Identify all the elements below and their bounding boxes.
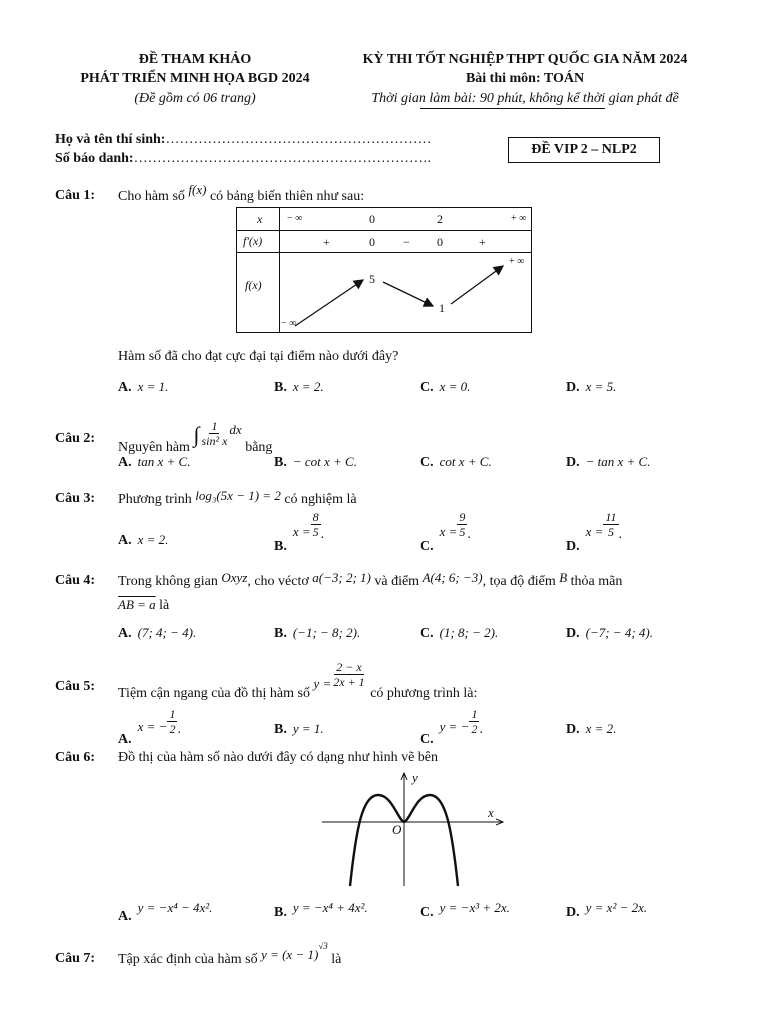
question-6-label: Câu 6: bbox=[55, 750, 96, 765]
increasing-arrow-icon bbox=[451, 266, 503, 304]
answer-letter: D. bbox=[566, 905, 580, 920]
answer-fraction: $\frac{8}{5}$ bbox=[312, 510, 319, 539]
integral-sign-icon: ∫ bbox=[193, 422, 200, 447]
q1-text-after: có bảng biến thiên như sau: bbox=[209, 189, 365, 204]
function-graph bbox=[318, 770, 508, 888]
answer-letter: A. bbox=[118, 533, 132, 548]
table-x-value: 0 bbox=[369, 212, 375, 226]
q4-answer-d[interactable] bbox=[566, 625, 653, 642]
answer-fraction: $\frac{9}{5}$ bbox=[459, 510, 466, 539]
exam-title: KỲ THI TỐT NGHIỆP THPT QUỐC GIA NĂM 2024 bbox=[362, 52, 688, 67]
answer-letter: B. bbox=[274, 905, 287, 920]
table-x-value: + ∞ bbox=[511, 213, 527, 224]
exam-source-subtitle: PHÁT TRIỂN MINH HỌA BGD 2024 bbox=[80, 71, 310, 86]
q1-answer-b[interactable] bbox=[274, 379, 324, 396]
question-7-stem: Tập xác định của hàm số $y = (x - 1)^{√3}$ là bbox=[118, 941, 342, 967]
answer-prefix: y = − bbox=[439, 718, 470, 734]
answer-value: − cot x + C. bbox=[292, 454, 357, 469]
question-1-label: Câu 1: bbox=[55, 188, 96, 203]
q2-answer-a[interactable] bbox=[118, 454, 190, 471]
table-f-value: − ∞ bbox=[281, 318, 297, 329]
q5-func-prefix: y = bbox=[313, 675, 332, 691]
answer-letter: A. bbox=[118, 380, 132, 395]
answer-value: x = 2. bbox=[292, 379, 324, 394]
q2-text-before: Nguyên hàm bbox=[118, 440, 190, 455]
question-5-label: Câu 5: bbox=[55, 679, 96, 694]
table-sign: 0 bbox=[369, 235, 375, 249]
exam-source-title: ĐỀ THAM KHẢO bbox=[138, 52, 252, 67]
answer-letter: D. bbox=[566, 626, 580, 641]
student-id-label: Số báo danh: bbox=[55, 151, 134, 166]
answer-letter: B. bbox=[274, 455, 287, 470]
answer-letter: D. bbox=[566, 538, 580, 554]
student-name-label: Họ và tên thí sinh: bbox=[55, 132, 166, 147]
graph-x-label: x bbox=[488, 805, 494, 820]
variation-table bbox=[236, 207, 532, 333]
q3-equation: log₃(5x − 1) = 2 bbox=[195, 488, 281, 503]
answer-value: (−7; − 4; 4). bbox=[585, 625, 653, 640]
q7-func: y = (x − 1) bbox=[261, 947, 319, 962]
q1-text-before: Cho hàm số bbox=[118, 189, 185, 204]
q5-answer-d[interactable] bbox=[566, 721, 616, 738]
q2-dx: dx bbox=[229, 422, 242, 437]
q3-answer-a[interactable] bbox=[118, 532, 168, 549]
q2-integrand: $\frac{1}{\text{sin² x}}$ bbox=[201, 419, 228, 449]
answer-prefix: x = − bbox=[137, 718, 168, 734]
answer-value: tan x + C. bbox=[137, 454, 191, 469]
question-4-label: Câu 4: bbox=[55, 573, 96, 588]
answer-fraction: $\frac{1}{2}$ bbox=[471, 707, 478, 736]
q3-text-after: có nghiệm là bbox=[284, 492, 357, 507]
answer-letter: B. bbox=[274, 538, 287, 554]
question-4-stem-line2: AB = a là bbox=[118, 597, 170, 613]
answer-prefix: x = bbox=[585, 523, 604, 539]
answer-letter: B. bbox=[274, 626, 287, 641]
q5-answer-b[interactable] bbox=[274, 721, 324, 738]
answer-value: y = −x⁴ + 4x². bbox=[292, 900, 368, 915]
answer-letter: C. bbox=[420, 626, 434, 641]
q7-exponent: √3 bbox=[318, 941, 328, 951]
answer-prefix: x = bbox=[292, 523, 311, 539]
table-fprime-label: f'(x) bbox=[243, 234, 263, 248]
q6-answer-a[interactable] bbox=[118, 900, 213, 924]
answer-value: y = −x³ + 2x. bbox=[439, 900, 510, 915]
q6-answer-b[interactable] bbox=[274, 900, 368, 920]
question-3-stem bbox=[118, 488, 357, 508]
decreasing-arrow-icon bbox=[383, 282, 433, 306]
answer-letter: B. bbox=[274, 722, 287, 737]
answer-letter: C. bbox=[420, 455, 434, 470]
answer-value: (−1; − 8; 2). bbox=[292, 625, 361, 640]
q6-answer-c[interactable] bbox=[420, 900, 510, 920]
answer-letter: C. bbox=[420, 538, 434, 554]
exam-duration: Thời gian làm bài: 90 phút, không kể thời gian phát đề bbox=[371, 91, 679, 106]
answer-value: x = 0. bbox=[439, 379, 471, 394]
table-x-value: − ∞ bbox=[287, 213, 303, 224]
table-f-value: + ∞ bbox=[509, 256, 525, 267]
q4-answer-b[interactable] bbox=[274, 625, 360, 642]
answer-letter: A. bbox=[118, 626, 132, 641]
table-arrows bbox=[237, 208, 531, 332]
exam-subject: Bài thi môn: TOÁN bbox=[465, 71, 585, 86]
question-5-stem: Tiệm cận ngang của đồ thị hàm số y = $\frac{2 - x}{2x + 1}$ có phương trình là: bbox=[118, 660, 478, 701]
q6-answer-d[interactable] bbox=[566, 900, 648, 920]
q1-answer-d[interactable] bbox=[566, 379, 616, 396]
q1-answer-c[interactable] bbox=[420, 379, 470, 396]
q1-func: f(x) bbox=[188, 182, 207, 197]
answer-fraction: $\frac{1}{2}$ bbox=[169, 707, 176, 736]
answer-letter: D. bbox=[566, 380, 580, 395]
answer-value: cot x + C. bbox=[439, 454, 492, 469]
student-name-row[interactable] bbox=[55, 132, 431, 148]
question-6-stem: Đồ thị của hàm số nào dưới đây có dạng như hình vẽ bên bbox=[118, 750, 439, 765]
q5-answer-a[interactable]: A.x = − $\frac{1}{2}$ . bbox=[118, 707, 181, 747]
question-4-stem: Trong không gian Oxyz, cho véctơ a(−3; 2; 1) và điểm A(4; 6; −3), tọa độ điểm B thỏa mãn bbox=[118, 570, 623, 589]
answer-letter: C. bbox=[420, 905, 434, 920]
answer-value: x = 2. bbox=[585, 721, 617, 736]
q5-answer-c[interactable]: C.y = − $\frac{1}{2}$ . bbox=[420, 707, 483, 747]
answer-value: x = 2. bbox=[137, 532, 169, 547]
q3-answer-b[interactable]: B.x = $\frac{8}{5}$ . bbox=[274, 510, 325, 554]
page-count-note: (Đề gồm có 06 trang) bbox=[134, 91, 256, 106]
q4-space: Oxyz bbox=[221, 570, 248, 585]
answer-value: x = 5. bbox=[585, 379, 617, 394]
q1-answer-a[interactable] bbox=[118, 379, 168, 396]
answer-value: y = x² − 2x. bbox=[585, 900, 648, 915]
question-2-label: Câu 2: bbox=[55, 431, 96, 446]
table-f-label: f(x) bbox=[245, 278, 262, 292]
answer-value: (7; 4; − 4). bbox=[137, 625, 197, 640]
question-2-stem bbox=[118, 414, 273, 455]
answer-value: (1; 8; − 2). bbox=[439, 625, 499, 640]
table-sign: + bbox=[479, 235, 486, 249]
table-sign: + bbox=[323, 235, 330, 249]
q3-text-before: Phương trình bbox=[118, 492, 192, 507]
table-f-value: 1 bbox=[439, 301, 445, 315]
question-1-prompt: Hàm số đã cho đạt cực đại tại điểm nào dưới đây? bbox=[118, 349, 399, 364]
duration-underline bbox=[420, 108, 605, 109]
q2-answer-d[interactable] bbox=[566, 454, 650, 471]
question-1-stem bbox=[118, 182, 365, 205]
q4-condition: AB = a bbox=[118, 597, 156, 612]
answer-letter: B. bbox=[274, 380, 287, 395]
answer-letter: D. bbox=[566, 455, 580, 470]
q2-text-after: bằng bbox=[245, 440, 273, 455]
answer-value: − tan x + C. bbox=[585, 454, 651, 469]
q4-point: A(4; 6; −3) bbox=[422, 570, 483, 585]
table-sign: 0 bbox=[437, 235, 443, 249]
answer-value: x = 1. bbox=[137, 379, 169, 394]
student-name-dots: ………………………………………………… bbox=[165, 132, 432, 147]
question-3-label: Câu 3: bbox=[55, 491, 96, 506]
answer-letter: D. bbox=[566, 722, 580, 737]
answer-fraction: $\frac{11}{5}$ bbox=[605, 510, 617, 539]
graph-origin-label: O bbox=[392, 822, 402, 837]
answer-letter: A. bbox=[118, 909, 132, 924]
answer-letter: A. bbox=[118, 455, 132, 470]
q4-vector: a(−3; 2; 1) bbox=[312, 570, 371, 585]
answer-prefix: x = bbox=[439, 523, 458, 539]
table-x-label: x bbox=[257, 212, 263, 226]
table-sign: − bbox=[403, 235, 410, 249]
q4-answer-c[interactable] bbox=[420, 625, 498, 642]
q2-answer-c[interactable] bbox=[420, 454, 492, 471]
q3-answer-c[interactable]: C.x = $\frac{9}{5}$ . bbox=[420, 510, 471, 554]
table-x-value: 2 bbox=[437, 212, 443, 226]
q3-answer-d[interactable]: D.x = $\frac{11}{5}$ . bbox=[566, 510, 623, 554]
answer-value: y = −x⁴ − 4x². bbox=[137, 900, 213, 915]
increasing-arrow-icon bbox=[295, 280, 363, 326]
table-f-value: 5 bbox=[369, 272, 375, 286]
question-7-label: Câu 7: bbox=[55, 951, 96, 966]
answer-value: y = 1. bbox=[292, 721, 324, 736]
student-id-row[interactable] bbox=[55, 151, 431, 167]
answer-letter: C. bbox=[420, 380, 434, 395]
q4-answer-a[interactable] bbox=[118, 625, 196, 642]
graph-y-label: y bbox=[412, 770, 418, 785]
answer-letter: A. bbox=[118, 731, 132, 747]
q4-point-b: B bbox=[559, 570, 568, 585]
answer-letter: C. bbox=[420, 731, 434, 747]
student-id-dots: ………………………………………………………. bbox=[133, 151, 432, 166]
q2-answer-b[interactable] bbox=[274, 454, 357, 471]
exam-code-box: ĐỀ VIP 2 – NLP2 bbox=[508, 137, 660, 163]
q5-func-fraction: $\frac{2 - x}{2x + 1}$ bbox=[333, 660, 365, 689]
